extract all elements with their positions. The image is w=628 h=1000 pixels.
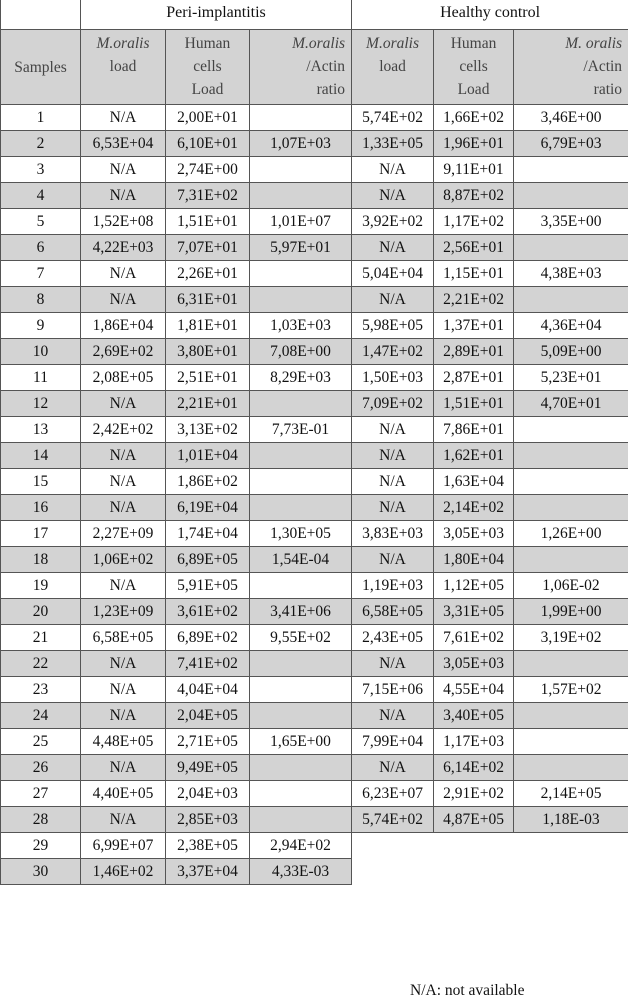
healthy-load-cell: 7,99E+04 — [352, 729, 434, 755]
peri-cells-cell: 2,26E+01 — [166, 261, 250, 287]
healthy-cells-cell: 9,11E+01 — [434, 157, 514, 183]
peri-cells-cell: 1,74E+04 — [166, 521, 250, 547]
sample-number-cell: 27 — [1, 781, 81, 807]
peri-ratio-cell — [250, 495, 352, 521]
healthy-ratio-cell: 3,19E+02 — [514, 625, 628, 651]
healthy-ratio-cell — [514, 547, 628, 573]
healthy-cells-cell: 2,21E+02 — [434, 287, 514, 313]
peri-implantitis-header: Peri-implantitis — [81, 0, 352, 30]
healthy-ratio-cell: 4,70E+01 — [514, 391, 628, 417]
healthy-ratio-cell: 1,99E+00 — [514, 599, 628, 625]
peri-load-cell: N/A — [81, 183, 166, 209]
peri-ratio-cell — [250, 781, 352, 807]
healthy-load-cell: 1,19E+03 — [352, 573, 434, 599]
peri-ratio-cell: 7,08E+00 — [250, 339, 352, 365]
peri-cells-cell: 3,37E+04 — [166, 859, 250, 885]
healthy-cells-cell: 3,05E+03 — [434, 651, 514, 677]
peri-load-cell: N/A — [81, 157, 166, 183]
peri-ratio-cell: 4,33E-03 — [250, 859, 352, 885]
sample-number-cell: 28 — [1, 807, 81, 833]
peri-ratio-cell — [250, 573, 352, 599]
sample-number-cell: 25 — [1, 729, 81, 755]
peri-cells-cell: 2,04E+03 — [166, 781, 250, 807]
healthy-cells-cell: 2,14E+02 — [434, 495, 514, 521]
peri-ratio-cell — [250, 469, 352, 495]
sample-number-cell: 22 — [1, 651, 81, 677]
healthy-cells-cell: 2,87E+01 — [434, 365, 514, 391]
empty-cell — [352, 859, 628, 885]
sample-number-cell: 15 — [1, 469, 81, 495]
peri-ratio-cell: 5,97E+01 — [250, 235, 352, 261]
healthy-cells-cell: 4,55E+04 — [434, 677, 514, 703]
peri-load-cell: 1,06E+02 — [81, 547, 166, 573]
healthy-ratio-cell: 1,26E+00 — [514, 521, 628, 547]
peri-load-cell: N/A — [81, 651, 166, 677]
peri-cells-cell: 1,86E+02 — [166, 469, 250, 495]
healthy-ratio-header-line1: M. oralis — [565, 35, 622, 52]
healthy-load-cell: 7,15E+06 — [352, 677, 434, 703]
peri-cells-cell: 2,85E+03 — [166, 807, 250, 833]
sample-number-cell: 11 — [1, 365, 81, 391]
peri-cells-cell: 2,04E+05 — [166, 703, 250, 729]
peri-cells-header — [166, 30, 250, 105]
table-row — [1, 339, 628, 365]
sample-number-cell: 1 — [1, 105, 81, 131]
table-row — [1, 807, 628, 833]
sample-number-cell: 16 — [1, 495, 81, 521]
peri-ratio-header-line1: M.oralis — [292, 35, 345, 52]
healthy-load-cell: N/A — [352, 651, 434, 677]
footnote: N/A: not available — [410, 982, 525, 1000]
healthy-ratio-cell — [514, 287, 628, 313]
peri-load-cell: 4,22E+03 — [81, 235, 166, 261]
group-header-row — [1, 0, 628, 30]
healthy-cells-cell: 7,86E+01 — [434, 417, 514, 443]
peri-ratio-cell — [250, 261, 352, 287]
healthy-control-header: Healthy control — [352, 0, 628, 30]
healthy-ratio-cell: 5,09E+00 — [514, 339, 628, 365]
healthy-load-cell: 5,04E+04 — [352, 261, 434, 287]
table-body — [1, 105, 628, 885]
sample-number-cell: 26 — [1, 755, 81, 781]
peri-ratio-cell: 7,73E-01 — [250, 417, 352, 443]
healthy-cells-cell: 1,80E+04 — [434, 547, 514, 573]
healthy-load-cell: 5,98E+05 — [352, 313, 434, 339]
healthy-load-cell: 1,50E+03 — [352, 365, 434, 391]
sample-number-cell: 17 — [1, 521, 81, 547]
sample-number-cell: 7 — [1, 261, 81, 287]
peri-load-cell: 6,99E+07 — [81, 833, 166, 859]
peri-ratio-cell: 3,41E+06 — [250, 599, 352, 625]
healthy-load-cell: N/A — [352, 547, 434, 573]
peri-cells-cell: 5,91E+05 — [166, 573, 250, 599]
sample-number-cell: 13 — [1, 417, 81, 443]
peri-load-cell: N/A — [81, 677, 166, 703]
peri-cells-cell: 7,07E+01 — [166, 235, 250, 261]
peri-cells-cell: 2,00E+01 — [166, 105, 250, 131]
healthy-load-cell: N/A — [352, 443, 434, 469]
sample-number-cell: 12 — [1, 391, 81, 417]
healthy-ratio-cell — [514, 755, 628, 781]
table-row — [1, 599, 628, 625]
peri-cells-header-line2: cells — [193, 58, 221, 75]
healthy-load-header — [352, 30, 434, 105]
sample-number-cell: 18 — [1, 547, 81, 573]
table-row — [1, 313, 628, 339]
healthy-load-cell: 3,92E+02 — [352, 209, 434, 235]
peri-ratio-header — [250, 30, 352, 105]
healthy-load-cell: 3,83E+03 — [352, 521, 434, 547]
peri-ratio-cell: 1,03E+03 — [250, 313, 352, 339]
sample-number-cell: 8 — [1, 287, 81, 313]
healthy-load-cell: 5,74E+02 — [352, 807, 434, 833]
corner-cell — [1, 0, 81, 30]
table-row — [1, 157, 628, 183]
peri-load-cell: 4,48E+05 — [81, 729, 166, 755]
table-row — [1, 209, 628, 235]
peri-load-cell: 1,86E+04 — [81, 313, 166, 339]
table-row — [1, 287, 628, 313]
healthy-ratio-cell — [514, 703, 628, 729]
peri-ratio-cell — [250, 755, 352, 781]
healthy-cells-cell: 3,05E+03 — [434, 521, 514, 547]
healthy-load-cell: 6,58E+05 — [352, 599, 434, 625]
healthy-ratio-cell: 6,79E+03 — [514, 131, 628, 157]
peri-ratio-cell: 1,07E+03 — [250, 131, 352, 157]
sample-number-cell: 2 — [1, 131, 81, 157]
healthy-ratio-header — [514, 30, 628, 105]
sample-number-cell: 29 — [1, 833, 81, 859]
sample-number-cell: 6 — [1, 235, 81, 261]
peri-cells-cell: 2,51E+01 — [166, 365, 250, 391]
peri-cells-cell: 7,31E+02 — [166, 183, 250, 209]
sample-number-cell: 10 — [1, 339, 81, 365]
table-row — [1, 833, 628, 859]
peri-cells-cell: 1,81E+01 — [166, 313, 250, 339]
peri-cells-cell: 1,01E+04 — [166, 443, 250, 469]
healthy-ratio-cell — [514, 235, 628, 261]
healthy-ratio-cell — [514, 729, 628, 755]
peri-ratio-cell: 1,54E-04 — [250, 547, 352, 573]
sample-number-cell: 24 — [1, 703, 81, 729]
healthy-cells-cell: 1,96E+01 — [434, 131, 514, 157]
table-row — [1, 755, 628, 781]
healthy-ratio-header-line3: ratio — [594, 81, 622, 98]
healthy-ratio-cell — [514, 157, 628, 183]
healthy-load-cell: N/A — [352, 495, 434, 521]
peri-cells-cell: 6,89E+05 — [166, 547, 250, 573]
healthy-load-cell: 2,43E+05 — [352, 625, 434, 651]
peri-ratio-cell: 2,94E+02 — [250, 833, 352, 859]
peri-ratio-cell — [250, 183, 352, 209]
peri-load-cell: 6,58E+05 — [81, 625, 166, 651]
samples-header: Samples — [1, 30, 81, 105]
peri-ratio-cell — [250, 157, 352, 183]
healthy-ratio-cell: 1,18E-03 — [514, 807, 628, 833]
table-row — [1, 105, 628, 131]
healthy-cells-cell: 1,62E+01 — [434, 443, 514, 469]
peri-load-header-line1: M.oralis — [97, 35, 150, 52]
healthy-cells-cell: 1,37E+01 — [434, 313, 514, 339]
peri-ratio-cell — [250, 651, 352, 677]
peri-load-cell: 4,40E+05 — [81, 781, 166, 807]
healthy-cells-cell: 4,87E+05 — [434, 807, 514, 833]
healthy-cells-cell: 3,31E+05 — [434, 599, 514, 625]
peri-cells-cell: 2,38E+05 — [166, 833, 250, 859]
healthy-ratio-cell: 4,38E+03 — [514, 261, 628, 287]
healthy-ratio-cell: 1,57E+02 — [514, 677, 628, 703]
healthy-load-header-line1: M.oralis — [366, 35, 419, 52]
table-row — [1, 417, 628, 443]
table-row — [1, 131, 628, 157]
peri-cells-cell: 4,04E+04 — [166, 677, 250, 703]
peri-load-cell: N/A — [81, 443, 166, 469]
healthy-cells-cell: 1,17E+02 — [434, 209, 514, 235]
healthy-ratio-cell — [514, 443, 628, 469]
table-row — [1, 391, 628, 417]
healthy-ratio-cell — [514, 495, 628, 521]
table-row — [1, 183, 628, 209]
peri-load-cell: N/A — [81, 287, 166, 313]
peri-cells-cell: 3,80E+01 — [166, 339, 250, 365]
sample-number-cell: 4 — [1, 183, 81, 209]
peri-load-cell: N/A — [81, 391, 166, 417]
table-row — [1, 261, 628, 287]
peri-ratio-cell: 9,55E+02 — [250, 625, 352, 651]
peri-ratio-cell: 1,30E+05 — [250, 521, 352, 547]
peri-load-cell: 2,42E+02 — [81, 417, 166, 443]
table-row — [1, 547, 628, 573]
peri-ratio-cell: 8,29E+03 — [250, 365, 352, 391]
peri-cells-cell: 6,10E+01 — [166, 131, 250, 157]
peri-ratio-cell: 1,01E+07 — [250, 209, 352, 235]
sample-number-cell: 30 — [1, 859, 81, 885]
peri-load-cell: 2,27E+09 — [81, 521, 166, 547]
healthy-ratio-cell: 5,23E+01 — [514, 365, 628, 391]
healthy-cells-cell: 3,40E+05 — [434, 703, 514, 729]
peri-ratio-cell — [250, 807, 352, 833]
peri-ratio-cell — [250, 287, 352, 313]
peri-ratio-cell — [250, 703, 352, 729]
peri-ratio-cell — [250, 391, 352, 417]
healthy-cells-cell: 1,63E+04 — [434, 469, 514, 495]
healthy-ratio-cell: 4,36E+04 — [514, 313, 628, 339]
table-row — [1, 235, 628, 261]
sample-number-cell: 20 — [1, 599, 81, 625]
healthy-load-cell: 6,23E+07 — [352, 781, 434, 807]
peri-ratio-header-line3: ratio — [317, 81, 345, 98]
healthy-load-cell: 1,33E+05 — [352, 131, 434, 157]
healthy-ratio-cell — [514, 469, 628, 495]
healthy-ratio-header-line2: /Actin — [583, 58, 622, 75]
healthy-ratio-cell: 3,46E+00 — [514, 105, 628, 131]
peri-ratio-header-line2: /Actin — [306, 58, 345, 75]
table-row — [1, 651, 628, 677]
peri-cells-cell: 3,13E+02 — [166, 417, 250, 443]
healthy-ratio-cell — [514, 417, 628, 443]
healthy-cells-cell: 6,14E+02 — [434, 755, 514, 781]
healthy-ratio-cell: 1,06E-02 — [514, 573, 628, 599]
peri-load-header — [81, 30, 166, 105]
peri-ratio-cell — [250, 105, 352, 131]
healthy-load-header-line2: load — [379, 58, 406, 75]
sample-number-cell: 5 — [1, 209, 81, 235]
table-row — [1, 859, 628, 885]
peri-cells-cell: 2,74E+00 — [166, 157, 250, 183]
peri-load-cell: N/A — [81, 495, 166, 521]
healthy-load-cell: N/A — [352, 157, 434, 183]
healthy-cells-cell: 7,61E+02 — [434, 625, 514, 651]
table-row — [1, 677, 628, 703]
sub-header-row — [1, 30, 628, 105]
healthy-load-cell: 1,47E+02 — [352, 339, 434, 365]
peri-load-cell: 2,69E+02 — [81, 339, 166, 365]
peri-load-cell: 1,23E+09 — [81, 599, 166, 625]
healthy-load-cell: N/A — [352, 235, 434, 261]
peri-load-header-line2: load — [110, 58, 137, 75]
healthy-ratio-cell: 2,14E+05 — [514, 781, 628, 807]
healthy-ratio-cell — [514, 651, 628, 677]
peri-load-cell: N/A — [81, 469, 166, 495]
peri-load-cell: 1,46E+02 — [81, 859, 166, 885]
peri-load-cell: 1,52E+08 — [81, 209, 166, 235]
sample-number-cell: 23 — [1, 677, 81, 703]
sample-number-cell: 19 — [1, 573, 81, 599]
peri-load-cell: 2,08E+05 — [81, 365, 166, 391]
healthy-load-cell: N/A — [352, 287, 434, 313]
peri-load-cell: N/A — [81, 105, 166, 131]
healthy-ratio-cell: 3,35E+00 — [514, 209, 628, 235]
healthy-cells-header-line3: Load — [458, 81, 490, 98]
healthy-cells-cell: 8,87E+02 — [434, 183, 514, 209]
peri-load-cell: N/A — [81, 755, 166, 781]
table-row — [1, 495, 628, 521]
table-row — [1, 521, 628, 547]
peri-load-cell: N/A — [81, 573, 166, 599]
peri-cells-cell: 7,41E+02 — [166, 651, 250, 677]
healthy-cells-cell: 1,66E+02 — [434, 105, 514, 131]
table-row — [1, 781, 628, 807]
peri-cells-header-line3: Load — [192, 81, 224, 98]
peri-cells-cell: 6,31E+01 — [166, 287, 250, 313]
empty-cell — [352, 833, 628, 859]
table-row — [1, 625, 628, 651]
healthy-cells-cell: 2,89E+01 — [434, 339, 514, 365]
table-row — [1, 443, 628, 469]
healthy-load-cell: 7,09E+02 — [352, 391, 434, 417]
healthy-load-cell: N/A — [352, 703, 434, 729]
peri-cells-header-line1: Human — [185, 35, 231, 52]
healthy-cells-cell: 2,56E+01 — [434, 235, 514, 261]
table-row — [1, 469, 628, 495]
healthy-load-cell: N/A — [352, 417, 434, 443]
peri-cells-cell: 1,51E+01 — [166, 209, 250, 235]
peri-load-cell: N/A — [81, 807, 166, 833]
healthy-cells-cell: 1,15E+01 — [434, 261, 514, 287]
sample-number-cell: 3 — [1, 157, 81, 183]
healthy-cells-cell: 1,17E+03 — [434, 729, 514, 755]
peri-cells-cell: 3,61E+02 — [166, 599, 250, 625]
sample-number-cell: 21 — [1, 625, 81, 651]
table-row — [1, 703, 628, 729]
healthy-cells-cell: 2,91E+02 — [434, 781, 514, 807]
healthy-cells-header-line1: Human — [451, 35, 497, 52]
healthy-cells-cell: 1,12E+05 — [434, 573, 514, 599]
peri-cells-cell: 9,49E+05 — [166, 755, 250, 781]
healthy-load-cell: N/A — [352, 183, 434, 209]
peri-cells-cell: 6,89E+02 — [166, 625, 250, 651]
healthy-load-cell: N/A — [352, 469, 434, 495]
healthy-load-cell: N/A — [352, 755, 434, 781]
peri-ratio-cell — [250, 677, 352, 703]
healthy-load-cell: 5,74E+02 — [352, 105, 434, 131]
peri-load-cell: N/A — [81, 703, 166, 729]
peri-cells-cell: 6,19E+04 — [166, 495, 250, 521]
healthy-ratio-cell — [514, 183, 628, 209]
table-row — [1, 573, 628, 599]
peri-load-cell: 6,53E+04 — [81, 131, 166, 157]
sample-number-cell: 14 — [1, 443, 81, 469]
healthy-cells-header — [434, 30, 514, 105]
healthy-cells-header-line2: cells — [459, 58, 487, 75]
sample-number-cell: 9 — [1, 313, 81, 339]
peri-load-cell: N/A — [81, 261, 166, 287]
peri-cells-cell: 2,21E+01 — [166, 391, 250, 417]
table-row — [1, 729, 628, 755]
peri-cells-cell: 2,71E+05 — [166, 729, 250, 755]
peri-ratio-cell — [250, 443, 352, 469]
peri-ratio-cell: 1,65E+00 — [250, 729, 352, 755]
table-row — [1, 365, 628, 391]
healthy-cells-cell: 1,51E+01 — [434, 391, 514, 417]
